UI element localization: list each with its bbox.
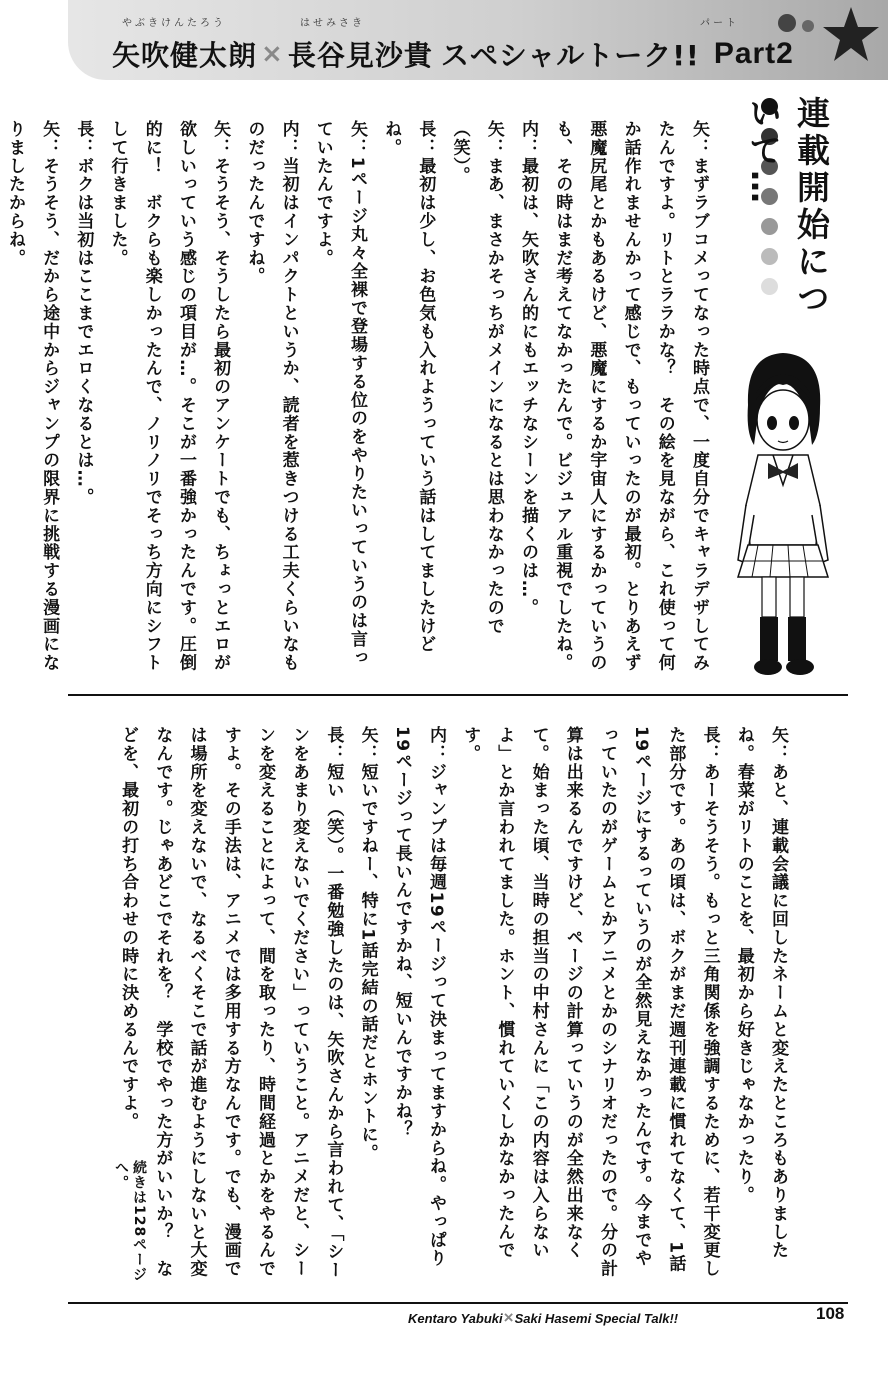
dialogue-line: 内：ジャンプは毎週19ページって決まってますからね。やっぱり19ページって長いんですかね、短いんですかね？ bbox=[391, 726, 446, 1268]
ruby-part: パート bbox=[700, 18, 739, 29]
dialogue-line: 長：あーそうそう。もっと三角関係を強調するために、若干変更した部分です。あの頃は、ボクがまだ週刊連載に慣れてなくて、1話19ページにするっていうのが全然見えなかったんです。今までやっていたのがゲームとかアニメとかのシナリオだったので。分の計算は出来るんですけど、ページの計算っていうのが全然出来なくて。始まった頃、当時の担当の中村さんに「この内容は入らないよ」とか言われてました。ホント、慣れていくしかなかったんです。 bbox=[460, 726, 720, 1278]
dialogue-line: 矢：あと、連載会議に回したネームと変えたところもありましたね。春菜がリトのことを、最初から好きじゃなかったり。 bbox=[733, 726, 788, 1260]
section-divider bbox=[68, 694, 848, 696]
footer-name-left: Kentaro Yabuki bbox=[408, 1311, 503, 1326]
banner-dot-icon bbox=[778, 14, 796, 32]
title-name2: 長谷見沙貴 bbox=[287, 39, 433, 72]
footer-divider bbox=[68, 1302, 848, 1304]
dialogue-line: 矢：まずラブコメってなった時点で、一度自分でキャラデザしてみたんですよ。リトとララかな？ その絵を見ながら、これ使って何か話作れませんかって感じで、もっていったのが最初。とりあえず悪魔尻尾とかもあるけど、悪魔にするか宇宙人にするかっていうのも、その時はまだ考えてなかったんで。ビジュアル重視でしたね。 bbox=[552, 120, 709, 672]
title-rest: スペシャルトーク!! bbox=[440, 39, 700, 72]
page-title bbox=[112, 34, 802, 74]
title-name1: 矢吹健太朗 bbox=[112, 39, 258, 72]
continued-note: 続きは128ページへ。 bbox=[113, 1160, 147, 1283]
dialogue-line: 長：短い（笑）。一番勉強したのは、矢吹さんから言われて、「シーンをあまり変えないでください」っていうこと。アニメだと、シーンを変えることによって、間を取ったり、時間経過とかをやるんですよ。その手法は、アニメでは多用する方なんです。でも、漫画では場所を変えないで、なるべくそこで話が進むようにしないと大変なんです。じゃあどこでそれを？ 学校でやった方がいいか？ などを、最初の打ち合わせの時に決めるんですよ。 bbox=[118, 726, 344, 1280]
dialogue-line: 長：ボクは当初はここまでエロくなるとは…。 bbox=[73, 120, 94, 507]
dialogue-line: 内：最初は、矢吹さん的にもエッチなシーンを描くのは…。 bbox=[517, 120, 538, 617]
banner-dot-icon bbox=[802, 20, 814, 32]
dialogue-line: 矢：そうそう、そうしたら最初のアンケートでも、ちょっとエロが欲しいっていう感じの項目が…。そこが一番強かったんです。圧倒的に！ ボクらも楽しかったんで、ノリノリでそっち方向にシフトして行きました。 bbox=[107, 120, 231, 672]
page-number: 108 bbox=[816, 1304, 845, 1323]
footer-cross: × bbox=[503, 1308, 514, 1327]
dialogue-line: 長：最初は少し、お色気も入れようっていう話はしてましたけどね。 bbox=[381, 120, 436, 654]
ruby-name1: やぶきけんたろう bbox=[122, 18, 226, 29]
star-icon bbox=[820, 4, 882, 66]
footer-name-right: Saki Hasemi Special Talk!! bbox=[514, 1311, 679, 1326]
title-part: Part2 bbox=[713, 37, 794, 70]
dialogue-line: 矢：1ページ丸々全裸で登場する位のをやりたいっていうのは言っていたんですよ。 bbox=[312, 120, 367, 667]
dialogue-line: 矢：そうそう、だから途中からジャンプの限界に挑戦する漫画になりましたからね。 bbox=[4, 120, 60, 672]
title-cross: × bbox=[261, 39, 284, 69]
character-illustration bbox=[728, 345, 838, 690]
footer-caption bbox=[408, 1308, 678, 1328]
dialogue-line: 内：当初はインパクトというか、読者を惹きつける工夫くらいなものだったんですね。 bbox=[244, 120, 299, 672]
ruby-name2: はせみさき bbox=[300, 18, 365, 29]
dialogue-line: 矢：短いですねー、特に1話完結の話だとホントに。 bbox=[357, 726, 378, 1163]
section-heading: 連載開始について… bbox=[744, 96, 831, 318]
upper-interview-text bbox=[4, 120, 716, 685]
dialogue-line: 矢：まあ、まさかそっちがメインになるとは思わなかったので（笑）。 bbox=[449, 120, 504, 636]
